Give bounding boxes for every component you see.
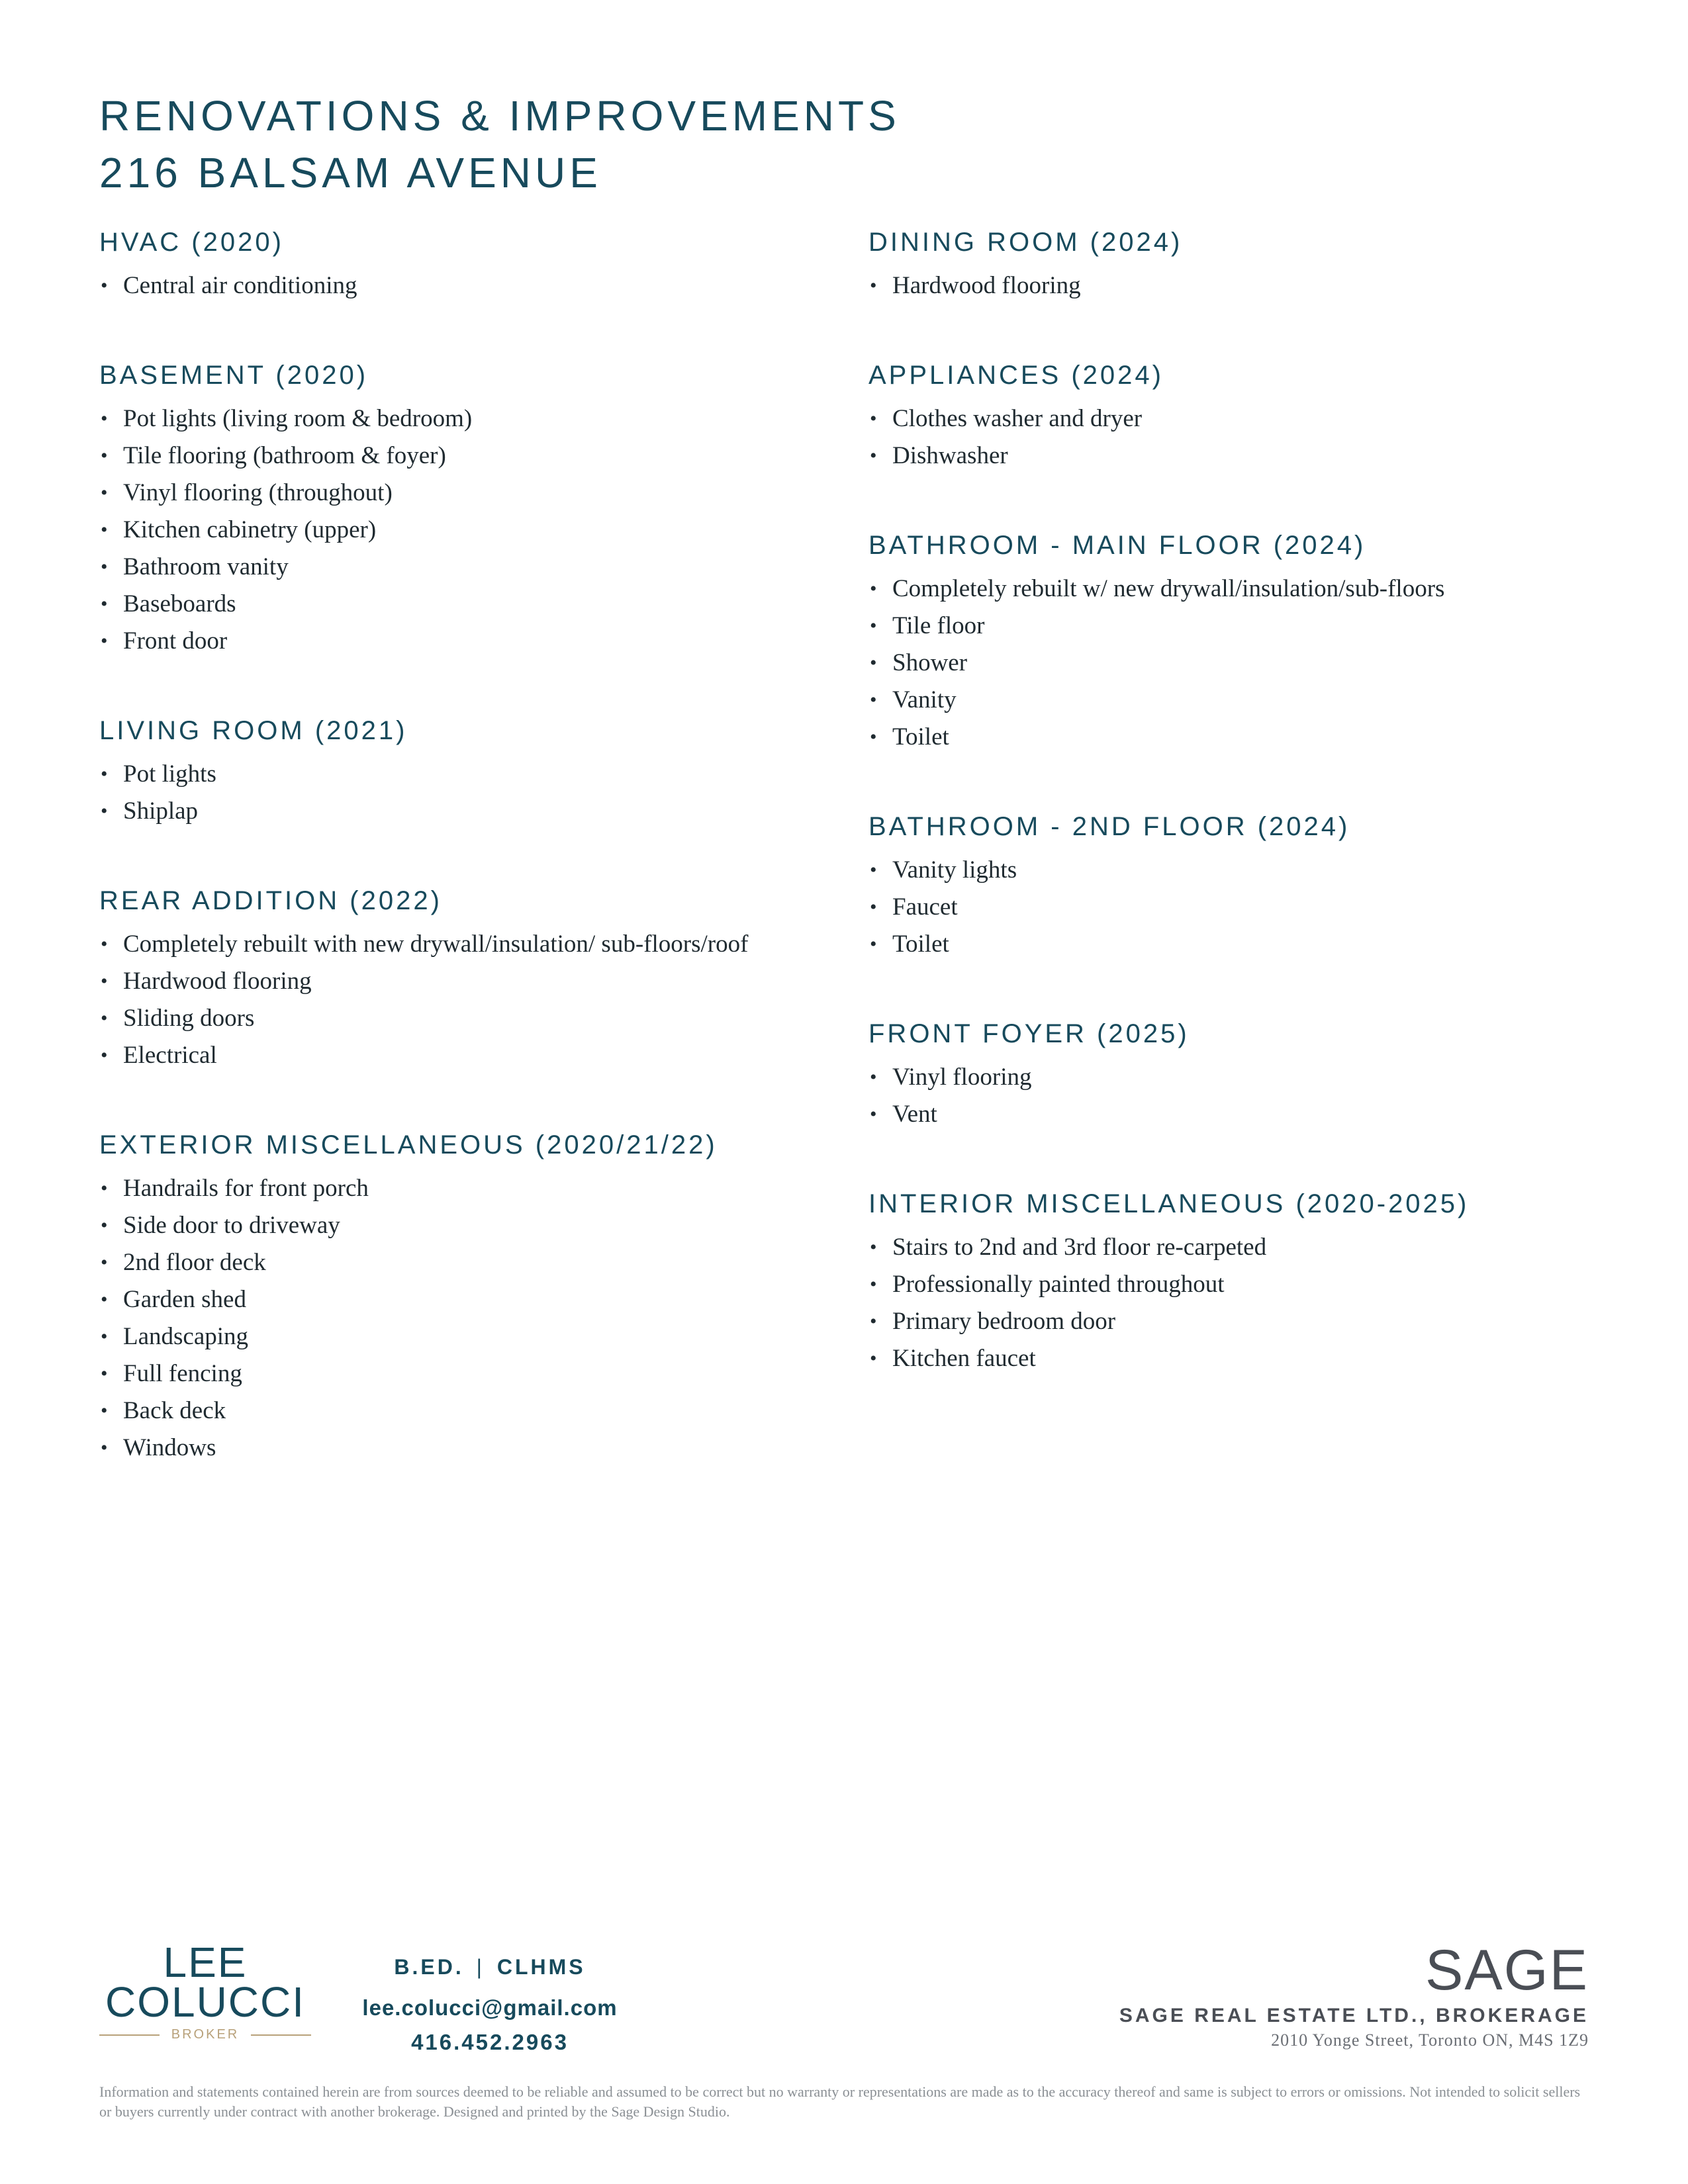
section-exterior-miscellaneous xyxy=(99,1128,827,1463)
disclaimer: Information and statements contained herein are from sources deemed to be reliable and assumed to be correct but no warranty or representations are made as to the accuracy thereof and same is subject to errors or omissions. Not intended to solicit sellers or buyers currently under contract with another brokerage. Designed and printed by the Sage Design Studio. xyxy=(99,2083,1581,2120)
section-front-foyer xyxy=(868,1017,1630,1130)
brokerage-address: 2010 Yonge Street, Toronto ON, M4S 1Z9 xyxy=(1271,2030,1589,2050)
list-item: • Central air conditioning xyxy=(99,270,827,301)
item-list xyxy=(99,1173,827,1463)
phone-link[interactable]: 416.452.2963 xyxy=(411,2030,569,2054)
item-list xyxy=(99,270,827,301)
section-heading: HVAC (2020) xyxy=(99,228,284,257)
list-item: • Back deck xyxy=(99,1395,827,1426)
section-heading: BATHROOM - MAIN FLOOR (2024) xyxy=(868,531,1366,560)
list-item: • Pot lights (living room & bedroom) xyxy=(99,403,827,434)
list-item: • Handrails for front porch xyxy=(99,1173,827,1204)
section-bathroom-2nd-floor xyxy=(868,809,1630,960)
list-item: • Kitchen cabinetry (upper) xyxy=(99,514,827,545)
section-basement xyxy=(99,358,827,657)
list-item: • Kitchen faucet xyxy=(868,1343,1630,1374)
section-heading: BATHROOM - 2ND FLOOR (2024) xyxy=(868,812,1350,841)
logo-role-row xyxy=(99,2027,311,2042)
section-heading: EXTERIOR MISCELLANEOUS (2020/21/22) xyxy=(99,1130,718,1160)
list-item: • Toilet xyxy=(868,929,1630,960)
list-item: • Hardwood flooring xyxy=(868,270,1630,301)
list-item: • Vent xyxy=(868,1099,1630,1130)
item-list xyxy=(868,270,1630,301)
list-item: • Vanity xyxy=(868,684,1630,715)
section-rear-addition xyxy=(99,884,827,1071)
list-item: • Bathroom vanity xyxy=(99,551,827,582)
logo-first-name: LEE xyxy=(163,1938,248,1986)
logo-last-name: COLUCCI xyxy=(105,1978,306,2026)
list-item: • Windows xyxy=(99,1432,827,1463)
agent-logo xyxy=(99,1938,311,2042)
logo-rule-left xyxy=(99,2034,160,2036)
section-dining-room xyxy=(868,225,1630,301)
title-line-2: 216 BALSAM AVENUE xyxy=(99,149,602,197)
brokerage-name: SAGE REAL ESTATE LTD., BROKERAGE xyxy=(1119,2005,1589,2026)
credential-clhms: CLHMS xyxy=(496,1955,586,1979)
list-item: • Professionally painted throughout xyxy=(868,1269,1630,1300)
contact-block xyxy=(357,1952,622,2057)
list-item: • Primary bedroom door xyxy=(868,1306,1630,1337)
section-heading: DINING ROOM (2024) xyxy=(868,228,1183,257)
list-item: • Tile flooring (bathroom & foyer) xyxy=(99,440,827,471)
list-item: • Full fencing xyxy=(99,1358,827,1389)
list-item: • Sliding doors xyxy=(99,1003,827,1034)
list-item: • Front door xyxy=(99,625,827,657)
item-list xyxy=(99,403,827,657)
right-column xyxy=(868,225,1630,1431)
item-list xyxy=(99,758,827,827)
list-item: • Side door to driveway xyxy=(99,1210,827,1241)
list-item: • Dishwasher xyxy=(868,440,1630,471)
section-hvac xyxy=(99,225,827,301)
brokerage-block xyxy=(1119,1939,1589,2052)
list-item: • Tile floor xyxy=(868,610,1630,641)
item-list xyxy=(868,1232,1630,1374)
section-bathroom-main-floor xyxy=(868,528,1630,752)
section-heading: REAR ADDITION (2022) xyxy=(99,886,442,915)
credential-bed: B.ED. xyxy=(394,1955,464,1979)
logo-role: BROKER xyxy=(171,2027,240,2042)
list-item: • Vinyl flooring (throughout) xyxy=(99,477,827,508)
section-heading: INTERIOR MISCELLANEOUS (2020-2025) xyxy=(868,1189,1470,1218)
list-item: • Electrical xyxy=(99,1040,827,1071)
section-interior-miscellaneous xyxy=(868,1187,1630,1374)
list-item: • Stairs to 2nd and 3rd floor re-carpeted xyxy=(868,1232,1630,1263)
page-title xyxy=(99,87,900,201)
email-link[interactable]: lee.colucci@gmail.com xyxy=(362,1995,618,2020)
list-item: • Vanity lights xyxy=(868,854,1630,886)
list-item: • Vinyl flooring xyxy=(868,1062,1630,1093)
credential-separator: | xyxy=(476,1955,485,1979)
section-heading: BASEMENT (2020) xyxy=(99,361,369,390)
list-item: • Hardwood flooring xyxy=(99,966,827,997)
list-item: • Shiplap xyxy=(99,796,827,827)
list-item: • Pot lights xyxy=(99,758,827,790)
section-heading: LIVING ROOM (2021) xyxy=(99,716,408,745)
list-item: • 2nd floor deck xyxy=(99,1247,827,1278)
list-item: • Landscaping xyxy=(99,1321,827,1352)
item-list xyxy=(99,929,827,1071)
list-item: • Faucet xyxy=(868,891,1630,923)
section-living-room xyxy=(99,713,827,827)
item-list xyxy=(868,403,1630,471)
list-item: • Clothes washer and dryer xyxy=(868,403,1630,434)
title-line-1: RENOVATIONS & IMPROVEMENTS xyxy=(99,92,900,140)
section-heading: FRONT FOYER (2025) xyxy=(868,1019,1190,1048)
item-list xyxy=(868,1062,1630,1130)
list-item: • Baseboards xyxy=(99,588,827,619)
item-list xyxy=(868,573,1630,752)
section-appliances xyxy=(868,358,1630,471)
logo-rule-right xyxy=(251,2034,311,2036)
item-list xyxy=(868,854,1630,960)
section-heading: APPLIANCES (2024) xyxy=(868,361,1164,390)
list-item: • Shower xyxy=(868,647,1630,678)
list-item: • Completely rebuilt w/ new drywall/insulation/sub-floors xyxy=(868,573,1630,604)
left-column xyxy=(99,225,827,1520)
list-item: • Toilet xyxy=(868,721,1630,752)
credentials xyxy=(357,1952,622,1981)
list-item: • Completely rebuilt with new drywall/insulation/ sub-floors/roof xyxy=(99,929,827,960)
brokerage-logo: SAGE xyxy=(1425,1938,1589,2002)
list-item: • Garden shed xyxy=(99,1284,827,1315)
